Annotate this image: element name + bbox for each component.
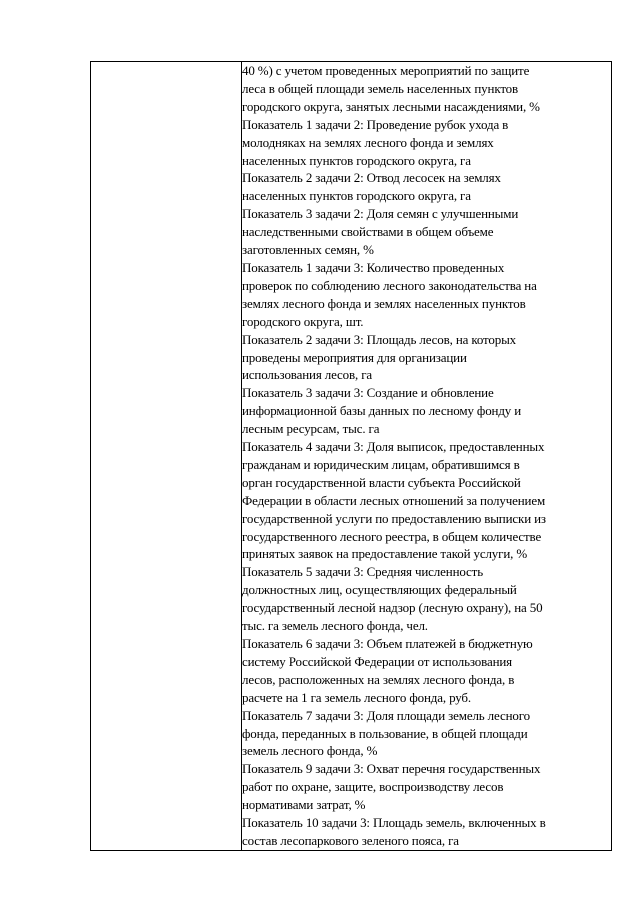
indicator-text: 40 %) с учетом проведенных мероприятий по защите леса в общей площади земель населенных пунктов городского округа, занятых лесными насаждениями, % xyxy=(242,63,540,114)
indicator-text: Показатель 1 задачи 2: Проведение рубок ухода в молодняках на землях лесного фонда и землях населенных пунктов городского округа, га xyxy=(242,116,509,168)
indicator-text: Показатель 4 задачи 3: Доля выписок, предоставленных гражданам и юридическим лицам, обратившимся в орган государственной власти субъекта Российской Федерации в области лесных отношений за получением государственной услуги по предоставлению выписки из государственного лесного реестра, в общем количестве принятых заявок на предоставление такой услуги, % xyxy=(242,439,546,562)
indicator-text: Показатель 2 задачи 2: Отвод лесосек на землях населенных пунктов городского округа, га xyxy=(242,170,501,204)
indicator-text: Показатель 3 задачи 2: Доля семян с улучшенными наследственными свойствами в общем объеме заготовленных семян, % xyxy=(242,206,519,258)
table-row xyxy=(91,62,612,851)
table-cell-indicators xyxy=(242,62,612,851)
indicator-text: Показатель 1 задачи 3: Количество проведенных проверок по соблюдению лесного законодательства на землях лесного фонда и землях населенных пунктов городского округа, шт. xyxy=(242,259,537,329)
indicator-text: Показатель 7 задачи 3: Доля площади земель лесного фонда, переданных в пользование, в общей площади земель лесного фонда, % xyxy=(242,707,530,759)
indicator-text: Показатель 6 задачи 3: Объем платежей в бюджетную систему Российской Федерации от использования лесов, расположенных на землях лесного фонда, в расчете на 1 га земель лесного фонда, руб. xyxy=(242,636,533,705)
indicator-text: Показатель 10 задачи 3: Площадь земель, включенных в состав лесопаркового зеленого пояса, га xyxy=(242,815,546,848)
indicator-text: Показатель 3 задачи 3: Создание и обновление информационной базы данных по лесному фонду и лесным ресурсам, тыс. га xyxy=(242,385,522,437)
indicators-table xyxy=(90,61,612,851)
indicator-text: Показатель 2 задачи 3: Площадь лесов, на которых проведены мероприятия для организации использования лесов, га xyxy=(242,331,517,383)
indicator-text: Показатель 5 задачи 3: Средняя численность должностных лиц, осуществляющих федеральный государственный лесной надзор (лесную охрану), на 50 тыс. га земель лесного фонда, чел. xyxy=(242,564,543,634)
indicator-text: Показатель 9 задачи 3: Охват перечня государственных работ по охране, защите, воспроизводству лесов нормативами затрат, % xyxy=(242,761,541,813)
table-cell-empty xyxy=(91,62,242,851)
